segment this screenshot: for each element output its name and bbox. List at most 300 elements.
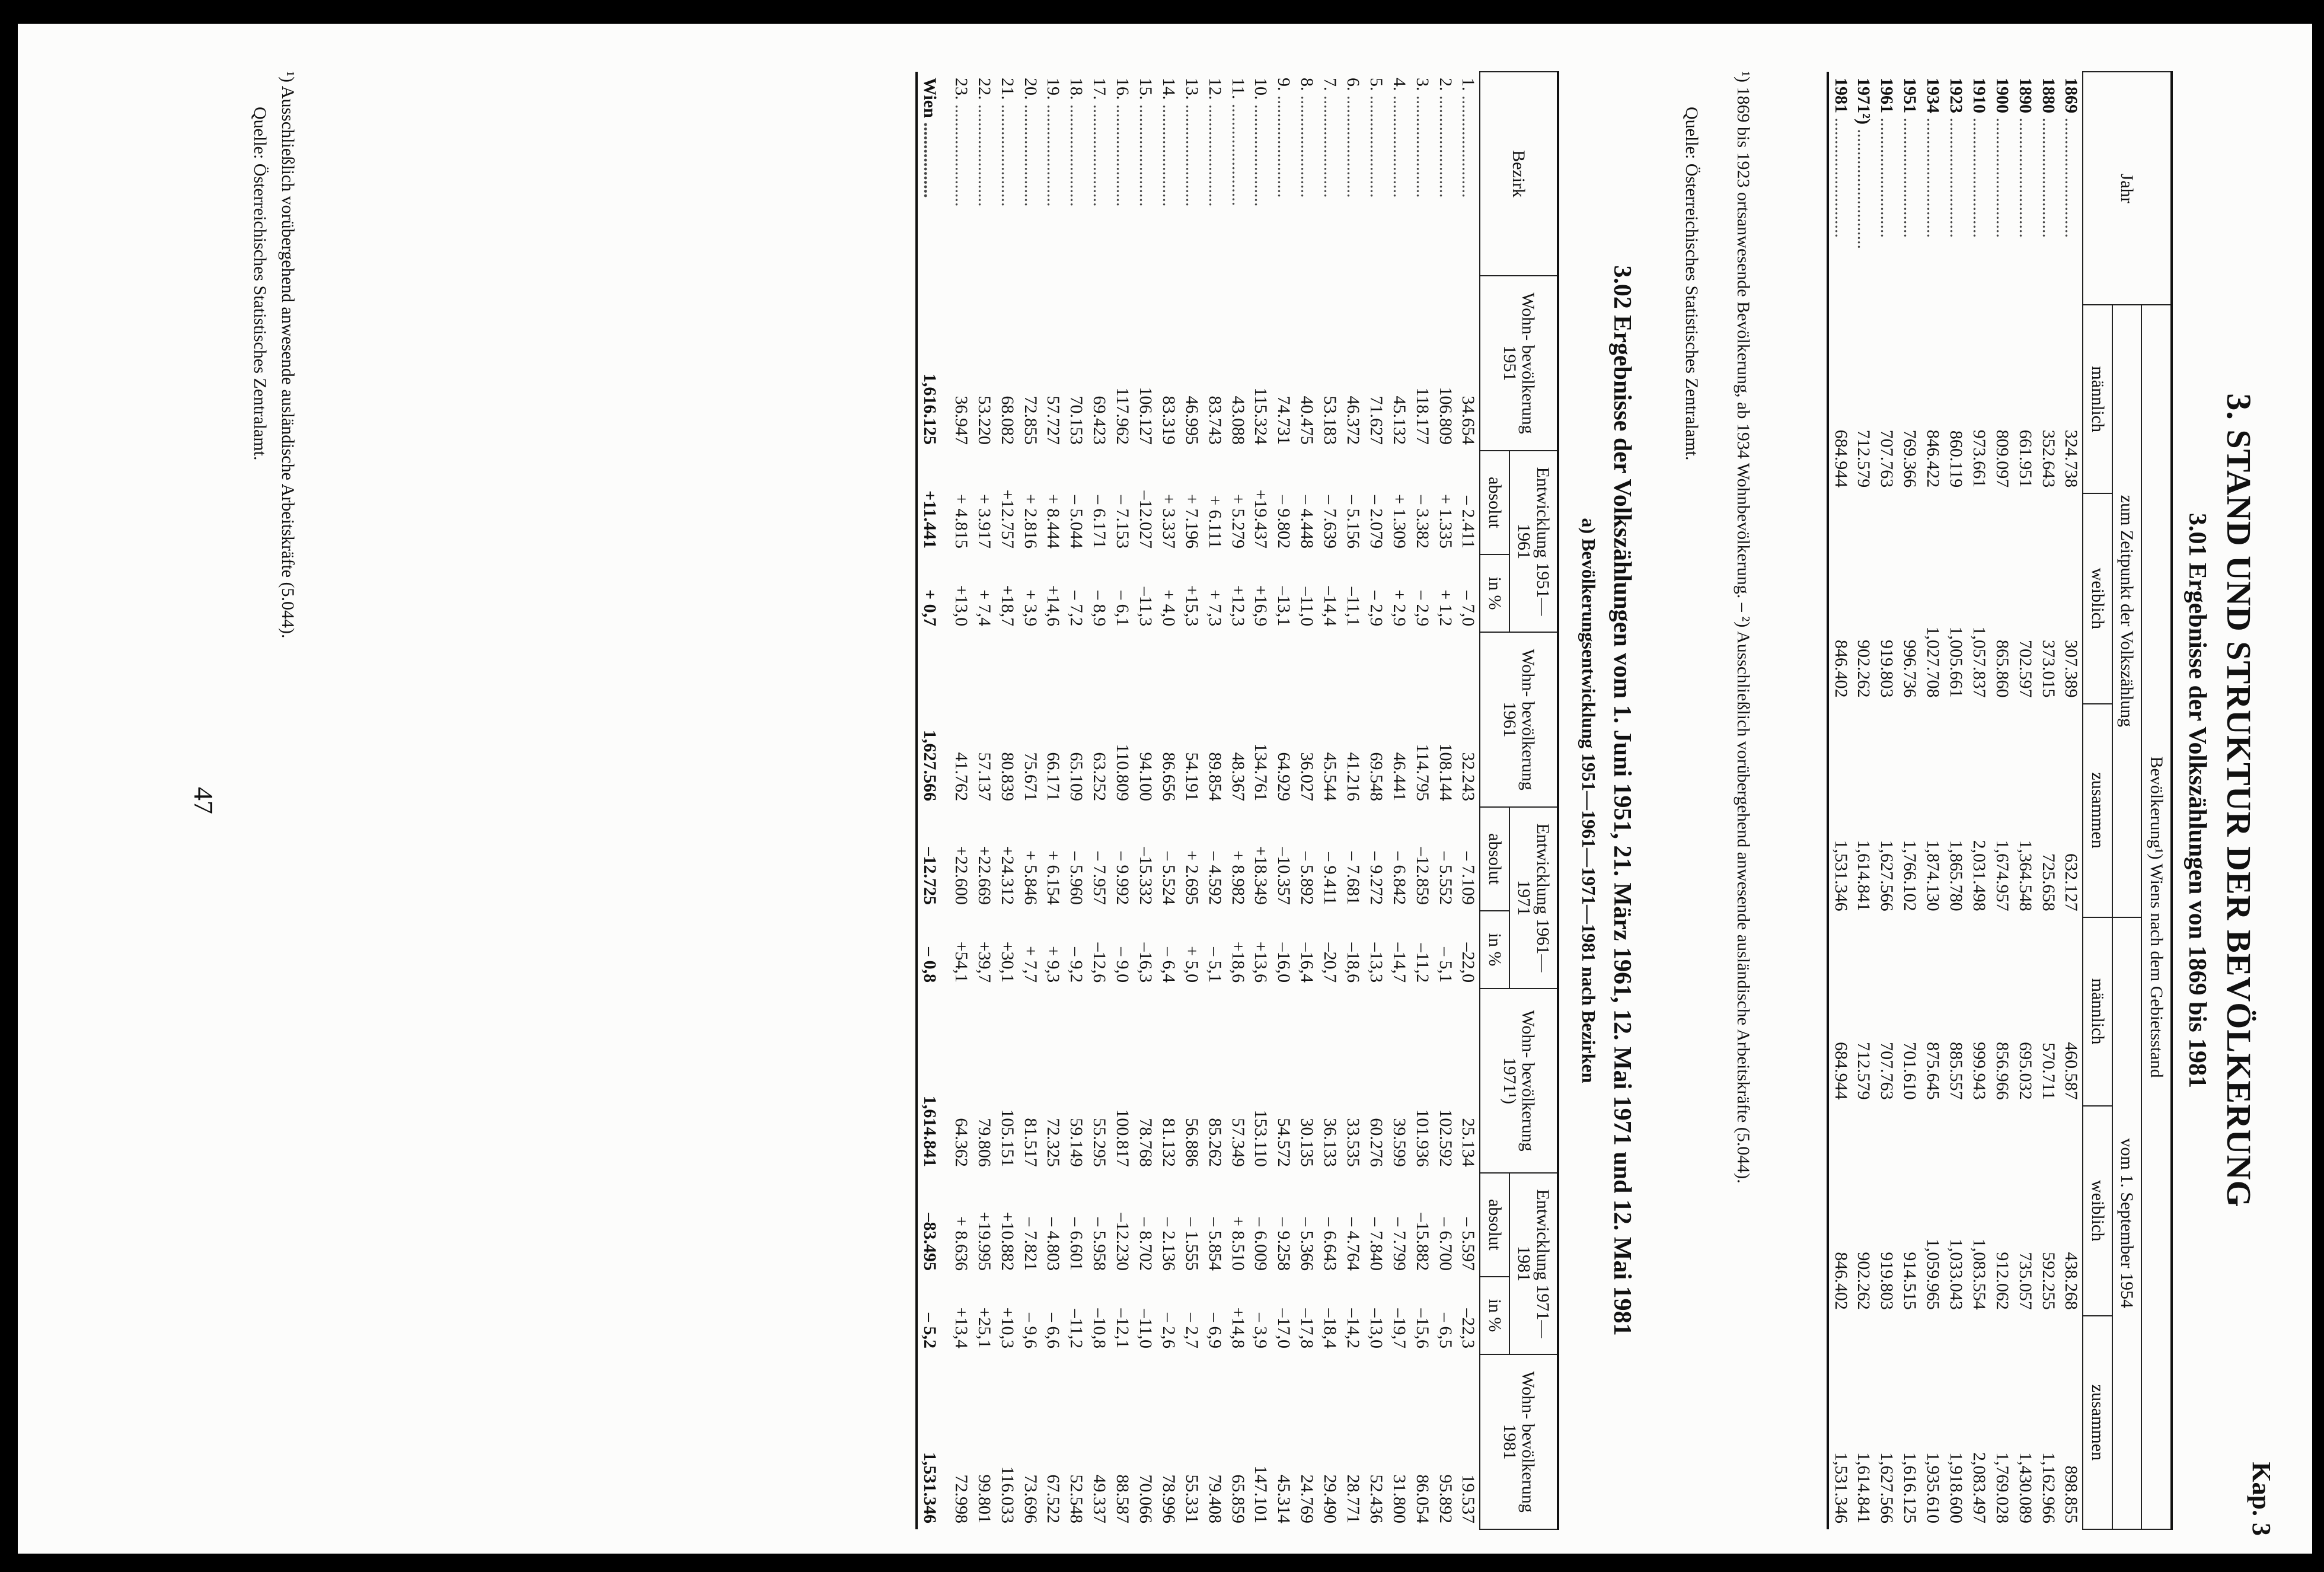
value-cell: + 5,0	[1182, 946, 1202, 983]
value-cell: – 5.597	[1458, 1217, 1479, 1271]
district-label: 21.	[997, 78, 1017, 100]
leader-dots: .......................	[1274, 91, 1294, 198]
value-cell: –19,7	[1389, 1308, 1409, 1349]
leader-dots: .................	[920, 117, 940, 198]
table1-footnote: ¹) 1869 bis 1923 ortsanwesende Bevölkerung, ab 1934 Wohnbevölkerung. – ²) Ausschließlich vorübergehend anwesende ausländische Arbeitskräfte (5.044).	[1734, 71, 1753, 1184]
value-cell: + 2.695	[1182, 850, 1202, 905]
leader-dots: .......................	[997, 100, 1017, 207]
value-cell: –12.027	[1136, 490, 1156, 549]
main-title: 3. STAND UND STRUKTUR DER BEVÖLKERUNG	[2220, 393, 2258, 1208]
district-label: 17.	[1090, 78, 1110, 100]
value-cell: – 6.601	[1067, 1217, 1087, 1271]
value-cell: 78.996	[1158, 1474, 1179, 1523]
year-label: 1971²)	[1854, 78, 1874, 125]
value-cell: 632.127	[2061, 853, 2082, 911]
table2-title: 3.02 Ergebnisse der Volkszählungen vom 1. Juni 1951, 21. März 1961, 12. Mai 1971 und 12. Mai 1981	[1608, 265, 1636, 1336]
value-cell: –15.332	[1136, 847, 1156, 905]
value-cell: – 2,9	[1412, 591, 1432, 627]
value-cell: + 2.816	[1020, 494, 1040, 549]
value-cell: 769.366	[1900, 429, 1920, 488]
value-cell: 846.402	[1828, 493, 1852, 703]
leader-dots: .......................	[1205, 100, 1225, 207]
value-cell: –11,3	[1136, 586, 1156, 627]
table2-subtitle: a) Bevölkerungsentwicklung 1951—1961—1971—1981 nach Bezirken	[1578, 518, 1600, 1083]
value-cell: +18,7	[997, 585, 1017, 627]
leader-dots: .......................	[1020, 100, 1040, 207]
value-cell: 1,083.554	[1969, 1238, 1989, 1310]
value-cell: + 5.846	[1020, 850, 1040, 905]
value-cell: 65.859	[1228, 1474, 1248, 1523]
value-cell: 116.033	[997, 1466, 1017, 1523]
value-cell: – 7.681	[1343, 852, 1364, 905]
value-cell: 914.515	[1900, 1252, 1920, 1310]
value-cell: 695.032	[2015, 1042, 2035, 1100]
district-label: 14.	[1158, 78, 1179, 100]
value-cell: – 7.840	[1366, 1217, 1386, 1271]
value-cell: 661.951	[2015, 429, 2035, 488]
table2-footnote: ¹) Ausschließlich vorübergehend anwesende ausländische Arbeitskräfte (5.044).	[278, 71, 298, 639]
district-label: 23.	[951, 78, 971, 100]
value-cell: 1,769.028	[1992, 1452, 2012, 1523]
table-row	[1898, 72, 1921, 1529]
value-cell: – 5.366	[1297, 1217, 1317, 1271]
value-cell: + 4.815	[951, 494, 971, 549]
value-cell: –17,0	[1274, 1308, 1294, 1349]
year-cell	[1990, 72, 2013, 305]
value-cell: 307.389	[2061, 640, 2082, 698]
table-row	[972, 72, 995, 1529]
value-cell: – 8,9	[1090, 591, 1110, 627]
district-label: 2.	[1435, 78, 1455, 91]
value-cell: + 3.917	[974, 494, 994, 549]
table2-source: Quelle: Österreichisches Statistisches Zentralamt.	[250, 107, 270, 461]
table-row	[1157, 72, 1180, 1529]
value-cell: 1,027.708	[1923, 626, 1943, 698]
year-cell	[2013, 72, 2036, 305]
value-cell: +24.312	[997, 846, 1017, 905]
value-cell: – 4.764	[1343, 1217, 1364, 1271]
value-cell: 40.475	[1297, 396, 1317, 445]
value-cell: 43.088	[1228, 396, 1248, 445]
value-cell: – 7,2	[1067, 591, 1087, 627]
leader-dots: ...........................	[2015, 113, 2035, 238]
value-cell: 438.268	[2061, 1252, 2082, 1310]
value-cell: 856.966	[1992, 1042, 2012, 1100]
col-zusammen-a: zusammen	[2083, 704, 2113, 917]
value-cell: –12,1	[1113, 1308, 1133, 1349]
value-cell: 2,031.498	[1969, 840, 1989, 911]
table-row	[1134, 72, 1157, 1529]
value-cell: 108.144	[1435, 743, 1455, 801]
value-cell: –16,4	[1297, 942, 1317, 983]
table1-source: Quelle: Österreichisches Statistisches Zentralamt.	[1682, 107, 1702, 461]
district-cell	[1134, 72, 1157, 276]
value-cell: +22.600	[951, 846, 971, 905]
table-row	[1272, 72, 1295, 1529]
value-cell: 72.998	[951, 1474, 971, 1523]
value-cell: +30,1	[997, 941, 1017, 983]
leader-dots: .......................	[1136, 100, 1156, 207]
value-cell: 105.151	[997, 1109, 1017, 1167]
table-row	[1226, 72, 1249, 1529]
value-cell: 48.367	[1228, 752, 1248, 801]
year-cell	[1875, 72, 1898, 305]
value-cell: 86.054	[1412, 1474, 1432, 1523]
value-cell: 86.656	[1158, 752, 1179, 801]
district-label: 18.	[1067, 78, 1087, 100]
value-cell: – 6,6	[1043, 1313, 1064, 1349]
value-cell: 57.137	[974, 752, 994, 801]
table1-container	[1827, 71, 2173, 1530]
leader-dots: .......................	[1228, 99, 1248, 206]
value-cell: 1,614.841	[917, 989, 949, 1173]
leader-dots: ...........................	[1969, 113, 1989, 238]
value-cell: –14,4	[1320, 586, 1340, 627]
value-cell: –15.882	[1412, 1213, 1432, 1271]
value-cell: 684.944	[1828, 305, 1852, 493]
value-cell: 1,059.965	[1923, 1238, 1943, 1310]
value-cell: – 5.156	[1343, 495, 1364, 549]
district-cell	[1203, 72, 1226, 276]
value-cell: – 9,6	[1020, 1313, 1040, 1349]
value-cell: – 3.382	[1412, 495, 1432, 549]
value-cell: 36.947	[951, 396, 971, 445]
district-label: 8.	[1297, 78, 1317, 91]
district-label: 12.	[1205, 78, 1225, 100]
value-cell: 45.132	[1389, 396, 1409, 445]
leader-dots: .......................	[1158, 100, 1179, 207]
value-cell: +19.437	[1251, 489, 1271, 549]
value-cell: 106.809	[1435, 387, 1455, 445]
value-cell: –12.230	[1113, 1213, 1133, 1271]
district-cell	[1110, 72, 1134, 276]
value-cell: 30.135	[1297, 1118, 1317, 1167]
value-cell: 53.183	[1320, 396, 1340, 445]
value-cell: 1,531.346	[1828, 1316, 1852, 1529]
col-bezirk: Bezirk	[1480, 72, 1559, 276]
value-cell: – 4.448	[1297, 495, 1317, 549]
value-cell: 1,865.780	[1946, 840, 1967, 911]
value-cell: +14,8	[1228, 1307, 1248, 1349]
value-cell: +19.995	[974, 1211, 994, 1271]
year-cell	[1852, 72, 1875, 305]
value-cell: 95.892	[1435, 1474, 1455, 1523]
district-label: 20.	[1020, 78, 1040, 100]
table-row	[1990, 72, 2013, 1529]
value-cell: – 5.892	[1297, 852, 1317, 905]
value-cell: – 6.643	[1320, 1217, 1340, 1271]
value-cell: + 6.111	[1205, 495, 1225, 549]
col-inpct-3: in %	[1480, 1277, 1510, 1354]
value-cell: 1,616.125	[1900, 1452, 1920, 1523]
value-cell: 64.929	[1274, 752, 1294, 801]
year-cell	[1828, 72, 1852, 305]
col-weiblich-a: weiblich	[2083, 493, 2113, 703]
district-label: 11.	[1228, 78, 1248, 100]
value-cell: 36.027	[1297, 752, 1317, 801]
value-cell: 919.803	[1877, 640, 1897, 698]
value-cell: –15,6	[1412, 1308, 1432, 1349]
value-cell: –11,2	[1412, 943, 1432, 983]
table-row	[1341, 72, 1364, 1529]
value-cell: 72.855	[1020, 396, 1040, 445]
table-row	[1387, 72, 1410, 1529]
value-cell: – 9,2	[1067, 947, 1087, 983]
value-cell: 2,083.497	[1969, 1452, 1989, 1523]
district-label: 13.	[1182, 78, 1202, 100]
year-cell	[2060, 72, 2083, 305]
value-cell: –22,3	[1458, 1308, 1479, 1349]
value-cell: – 9.802	[1274, 495, 1294, 549]
table-row	[2036, 72, 2060, 1529]
value-cell: 846.402	[1828, 1106, 1852, 1316]
district-label: 6.	[1343, 78, 1364, 91]
col-entw-1971-1981: Entwicklung 1971—1981	[1509, 1173, 1558, 1354]
value-cell: 996.736	[1900, 640, 1920, 698]
value-cell: +14,6	[1043, 585, 1064, 627]
value-cell: –10.357	[1274, 847, 1294, 905]
table-row	[1852, 72, 1875, 1529]
leader-dots: ...........................	[1992, 113, 2012, 238]
col-entw-1951-1961: Entwicklung 1951—1961	[1509, 451, 1558, 632]
value-cell: –14,7	[1389, 942, 1409, 983]
value-cell: + 8.636	[951, 1216, 971, 1271]
value-cell: – 9.411	[1320, 852, 1340, 905]
value-cell: 973.661	[1969, 429, 1989, 488]
value-cell: 118.177	[1412, 387, 1432, 445]
table-row	[1110, 72, 1134, 1529]
col-wohn1951: Wohn- bevölkerung 1951	[1480, 276, 1559, 451]
leader-dots: ...........................	[1946, 113, 1967, 238]
value-cell: – 2.411	[1458, 496, 1479, 549]
value-cell: 1,033.043	[1946, 1238, 1967, 1310]
district-cell	[1457, 72, 1480, 276]
value-cell: + 1,2	[1435, 589, 1455, 627]
value-cell: 707.763	[1877, 1042, 1897, 1100]
value-cell: 36.133	[1320, 1118, 1340, 1167]
value-cell: 912.062	[1992, 1252, 2012, 1310]
value-cell: 41.216	[1343, 752, 1364, 801]
leader-dots: .......................	[1343, 91, 1364, 198]
district-cell	[1295, 72, 1318, 276]
year-cell	[1921, 72, 1944, 305]
value-cell: + 7,3	[1205, 589, 1225, 627]
value-cell: 999.943	[1969, 1042, 1989, 1100]
district-label: 4.	[1389, 78, 1409, 91]
value-cell: – 8.702	[1136, 1217, 1156, 1271]
district-cell	[1364, 72, 1387, 276]
value-cell: 153.110	[1251, 1109, 1271, 1167]
leader-dots: .......................	[1067, 100, 1087, 207]
value-cell: 29.490	[1320, 1474, 1340, 1523]
col-absolut-3: absolut	[1480, 1173, 1510, 1277]
table2-container	[915, 71, 1559, 1530]
value-cell: 102.592	[1435, 1109, 1455, 1167]
value-cell: 701.610	[1900, 1042, 1920, 1100]
leader-dots: ...........................	[1831, 113, 1851, 238]
value-cell: 32.243	[1458, 752, 1479, 801]
table-row	[1364, 72, 1387, 1529]
value-cell: 69.548	[1366, 752, 1386, 801]
value-cell: 110.809	[1113, 744, 1133, 801]
district-cell	[1249, 72, 1272, 276]
value-cell: 85.262	[1205, 1118, 1225, 1167]
value-cell: 809.097	[1992, 429, 2012, 488]
district-cell	[1180, 72, 1203, 276]
value-cell: –13,0	[1366, 1308, 1386, 1349]
year-label: 1934	[1923, 78, 1943, 113]
leader-dots: .......................	[1297, 91, 1317, 198]
value-cell: – 5.552	[1435, 852, 1455, 905]
value-cell: 147.101	[1251, 1465, 1271, 1523]
value-cell: 1,364.548	[2015, 840, 2035, 911]
value-cell: –16,3	[1136, 942, 1156, 983]
value-cell: + 7.196	[1182, 494, 1202, 549]
table-row	[1921, 72, 1944, 1529]
value-cell: – 7.957	[1090, 852, 1110, 905]
value-cell: 46.441	[1389, 752, 1409, 801]
district-cell	[1226, 72, 1249, 276]
value-cell: 725.658	[2038, 853, 2058, 911]
leader-dots: .......................	[1113, 100, 1133, 207]
value-cell: 53.220	[974, 396, 994, 445]
value-cell: +10.882	[997, 1211, 1017, 1271]
year-cell	[2036, 72, 2060, 305]
value-cell: – 5.958	[1090, 1217, 1110, 1271]
value-cell: –83.495	[917, 1173, 949, 1277]
year-label: 1890	[2015, 78, 2035, 113]
page-number: 47	[189, 787, 219, 814]
value-cell: 57.349	[1228, 1118, 1248, 1167]
table1-body	[1828, 72, 2083, 1529]
value-cell: 79.806	[974, 1118, 994, 1167]
value-cell: 31.800	[1389, 1474, 1409, 1523]
district-label: 3.	[1412, 78, 1432, 91]
value-cell: 460.587	[2061, 1042, 2082, 1100]
district-label: Wien	[920, 78, 940, 118]
value-cell: 373.015	[2038, 640, 2058, 698]
value-cell: –13,3	[1366, 942, 1386, 983]
value-cell: 70.066	[1136, 1474, 1156, 1523]
value-cell: 1,627.566	[1877, 1452, 1897, 1523]
value-cell: +11.441	[917, 451, 949, 554]
value-cell: – 9.992	[1113, 852, 1133, 905]
table-row	[1295, 72, 1318, 1529]
district-cell	[1157, 72, 1180, 276]
value-cell: + 8.982	[1228, 850, 1248, 905]
table-row	[1180, 72, 1203, 1529]
col-entw-1961-1971: Entwicklung 1961—1971	[1509, 807, 1558, 989]
district-label: 1.	[1458, 78, 1479, 91]
value-cell: 75.671	[1020, 752, 1040, 801]
value-cell: 115.324	[1251, 387, 1271, 445]
col-wohn1981: Wohn- bevölkerung 1981	[1480, 1354, 1559, 1529]
value-cell: 865.860	[1992, 640, 2012, 698]
col-maennlich-a: männlich	[2083, 305, 2113, 493]
value-cell: + 1.335	[1435, 494, 1455, 549]
table-row	[1944, 72, 1967, 1529]
value-cell: 71.627	[1366, 396, 1386, 445]
value-cell: 1,005.661	[1946, 626, 1967, 698]
value-cell: 1,162.966	[2038, 1452, 2058, 1523]
value-cell: 19.537	[1458, 1474, 1479, 1523]
value-cell: –10,8	[1090, 1308, 1110, 1349]
district-cell	[1410, 72, 1434, 276]
value-cell: +18,6	[1228, 941, 1248, 983]
table-row	[1019, 72, 1042, 1529]
value-cell: +16,9	[1251, 585, 1271, 627]
value-cell: 46.372	[1343, 396, 1364, 445]
table-row	[2013, 72, 2036, 1529]
value-cell: 72.325	[1043, 1118, 1064, 1167]
value-cell: 57.727	[1043, 396, 1064, 445]
value-cell: 45.314	[1274, 1474, 1294, 1523]
table-row	[1249, 72, 1272, 1529]
value-cell: –16,0	[1274, 942, 1294, 983]
table1-title: 3.01 Ergebnisse der Volkszählungen von 1869 bis 1981	[2183, 512, 2211, 1089]
value-cell: + 1.309	[1389, 494, 1409, 549]
value-cell: 39.599	[1389, 1118, 1409, 1167]
table-row	[1434, 72, 1457, 1529]
col-absolut-1: absolut	[1480, 451, 1510, 554]
district-label: 10.	[1251, 78, 1271, 100]
value-cell: 1,614.841	[1854, 840, 1874, 911]
table-row	[1203, 72, 1226, 1529]
value-cell: – 5,1	[1205, 947, 1225, 983]
value-cell: 33.535	[1343, 1118, 1364, 1167]
value-cell: + 8.510	[1228, 1216, 1248, 1271]
value-cell: 570.711	[2038, 1042, 2058, 1100]
value-cell: 860.119	[1946, 430, 1967, 488]
district-label: 15.	[1136, 78, 1156, 100]
col-inpct-1: in %	[1480, 554, 1510, 632]
value-cell: – 7,0	[1458, 591, 1479, 627]
chapter-label: Kap. 3	[2247, 1462, 2276, 1536]
value-cell: +13,4	[951, 1307, 971, 1349]
value-cell: – 6,1	[1113, 591, 1133, 627]
leader-dots: .......................	[1090, 100, 1110, 207]
value-cell: + 3,9	[1020, 589, 1040, 627]
value-cell: 52.548	[1067, 1474, 1087, 1523]
value-cell: +22.669	[974, 846, 994, 905]
table-row	[949, 72, 972, 1529]
value-cell: –20,7	[1320, 942, 1340, 983]
value-cell: +13,6	[1251, 941, 1271, 983]
value-cell: 70.153	[1067, 396, 1087, 445]
value-cell: –14,2	[1343, 1308, 1364, 1349]
value-cell: 28.771	[1343, 1474, 1364, 1523]
value-cell: – 2,7	[1182, 1313, 1202, 1349]
value-cell: 101.936	[1412, 1109, 1432, 1167]
value-cell: 735.057	[2015, 1252, 2035, 1310]
value-cell: –12.725	[917, 807, 949, 911]
value-cell: 69.423	[1090, 396, 1110, 445]
value-cell: – 3,9	[1251, 1313, 1271, 1349]
value-cell: 55.295	[1090, 1118, 1110, 1167]
value-cell: +15,3	[1182, 585, 1202, 627]
value-cell: – 6.171	[1090, 495, 1110, 549]
value-cell: 712.579	[1854, 429, 1874, 488]
table-row	[1410, 72, 1434, 1529]
table-row	[1875, 72, 1898, 1529]
year-cell	[1967, 72, 1990, 305]
value-cell: + 3.337	[1158, 494, 1179, 549]
district-cell	[1434, 72, 1457, 276]
value-cell: 24.769	[1297, 1474, 1317, 1523]
value-cell: – 9,0	[1113, 947, 1133, 983]
value-cell: 81.517	[1020, 1118, 1040, 1167]
value-cell: –22,0	[1458, 942, 1479, 983]
